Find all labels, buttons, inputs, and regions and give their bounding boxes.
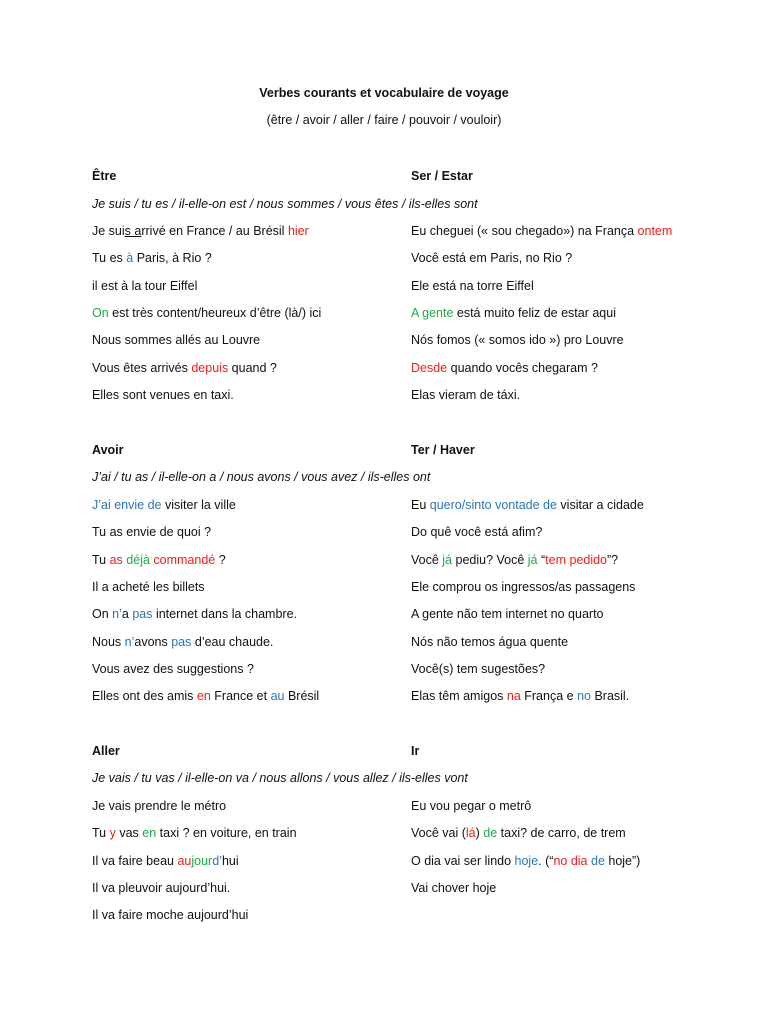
document-subtitle: (être / avoir / aller / faire / pouvoir / vouloir) [266,113,502,127]
portuguese-phrase [411,223,672,239]
text-segment: il est à la tour Eiffel [92,279,198,293]
text-segment: Vous avez des suggestions ? [92,662,254,676]
text-segment: a [121,607,133,621]
portuguese-phrase [411,278,534,294]
text-segment: Il va faire beau [92,854,178,868]
text-segment: hier [287,224,309,238]
french-phrase [92,497,236,513]
text-segment: visitar a cidade [556,498,644,512]
text-segment: lá [465,826,476,840]
french-phrase [92,552,226,568]
text-segment: quando vocês chegaram ? [447,361,598,375]
text-segment: Ir [411,744,420,758]
french-phrase [92,579,205,595]
french-phrase [92,278,197,294]
conjugation-line [92,196,478,212]
portuguese-phrase [411,579,635,595]
portuguese-phrase [411,497,644,513]
text-segment: Elas têm amigos [411,689,507,703]
section-heading [411,743,419,759]
portuguese-phrase [411,634,568,650]
french-phrase [92,524,211,540]
portuguese-phrase [411,360,598,376]
text-segment: Tu es [92,251,127,265]
text-segment: Aller [92,744,120,758]
text-segment: Vous êtes arrivés [92,361,192,375]
text-segment: d’eau chaude. [191,635,274,649]
portuguese-phrase [411,387,520,403]
text-segment: Você está em Paris, no Rio ? [411,251,573,265]
text-segment: Elas vieram de táxi. [411,388,521,402]
portuguese-phrase [411,305,616,321]
text-segment: jour [191,854,213,868]
conjugation-line [92,469,430,485]
portuguese-phrase [411,250,572,266]
text-segment: Tu as envie de quoi ? [92,525,212,539]
french-phrase [92,880,230,896]
text-segment: taxi? de carro, de trem [497,826,626,840]
text-segment: na [506,689,521,703]
text-segment: en [196,689,211,703]
section-heading [92,442,124,458]
text-segment: On [92,306,109,320]
portuguese-phrase [411,853,640,869]
text-segment: est très content/heureux d’être (là/) ici [108,306,322,320]
text-segment: Ele comprou os ingressos/as passagens [411,580,636,594]
text-segment: internet dans la chambre. [152,607,298,621]
text-segment: Je vais / tu vas / il-elle-on va / nous allons / vous allez / ils-elles vont [92,771,468,785]
text-segment: no dia [553,854,588,868]
section-heading [92,743,120,759]
french-phrase [92,332,260,348]
portuguese-phrase [411,798,531,814]
text-segment: “ [537,553,546,567]
text-segment: au [177,854,192,868]
french-phrase [92,223,309,239]
portuguese-phrase [411,606,604,622]
french-phrase [92,661,254,677]
text-segment: n’ [112,607,122,621]
text-segment: Être [92,169,117,183]
text-segment: Elles ont des amis [92,689,197,703]
text-segment: já [442,553,453,567]
text-segment: O dia vai ser lindo [411,854,515,868]
text-segment: de [483,826,498,840]
french-phrase [92,360,277,376]
text-segment: Il va faire moche aujourd’hui [92,908,249,922]
text-segment: pas [171,635,192,649]
text-segment: . (“ [538,854,554,868]
text-segment: Vai chover hoje [411,881,497,895]
text-segment: vas [115,826,143,840]
text-segment: déjà [126,553,150,567]
text-segment: d’ [212,854,222,868]
section-heading [411,168,473,184]
text-segment: Eu cheguei (« sou chegado») na França [411,224,638,238]
text-segment: taxi ? en voiture, en train [156,826,297,840]
text-segment: hoje [514,854,539,868]
text-segment: y [109,826,116,840]
portuguese-phrase [411,688,629,704]
text-segment: en [142,826,157,840]
text-segment: Tu [92,553,110,567]
text-segment: Do quê você está afim? [411,525,543,539]
text-segment: hoje”) [604,854,641,868]
text-segment: n’ [124,635,135,649]
text-segment: Desde [411,361,448,375]
text-segment: Nós não temos água quente [411,635,569,649]
french-phrase [92,305,321,321]
french-phrase [92,688,319,704]
text-segment: ) [475,826,484,840]
french-phrase [92,606,297,622]
text-segment: Eu [411,498,430,512]
text-segment: à [126,251,134,265]
text-segment: s a [124,224,142,238]
text-segment: depuis [191,361,229,375]
text-segment: Ele está na torre Eiffel [411,279,534,293]
text-segment: Brasil. [590,689,630,703]
text-segment: Você(s) tem sugestões? [411,662,546,676]
text-segment: au [270,689,285,703]
text-segment: as [109,553,123,567]
conjugation-line [92,770,468,786]
text-segment: Nous sommes allés au Louvre [92,333,261,347]
text-segment: avons [134,635,172,649]
text-segment: quero/sinto vontade de [429,498,557,512]
text-segment: ? [215,553,226,567]
french-phrase [92,907,248,923]
portuguese-phrase [411,524,542,540]
text-segment: Il a acheté les billets [92,580,205,594]
text-segment: visiter la ville [161,498,236,512]
text-segment: Nós fomos (« somos ido ») pro Louvre [411,333,624,347]
text-segment: On [92,607,113,621]
text-segment: de [591,854,605,868]
text-segment: já [527,553,538,567]
text-segment: commandé [153,553,216,567]
text-segment: Paris, à Rio ? [133,251,212,265]
text-segment: A gente não tem internet no quarto [411,607,604,621]
text-segment: Nous [92,635,125,649]
text-segment: rrivé en France / au Brésil [141,224,288,238]
text-segment: Je vais prendre le métro [92,799,227,813]
text-segment: Você vai ( [411,826,466,840]
document-title: Verbes courants et vocabulaire de voyage [259,86,509,100]
french-phrase [92,798,226,814]
portuguese-phrase [411,332,624,348]
french-phrase [92,853,239,869]
text-segment: tem pedido [545,553,608,567]
portuguese-phrase [411,825,626,841]
text-segment: Você [411,553,443,567]
text-segment: Ser / Estar [411,169,473,183]
text-segment: quand ? [228,361,277,375]
text-segment: Avoir [92,443,124,457]
text-segment: Je suis / tu es / il-elle-on est / nous sommes / vous êtes / ils-elles sont [92,197,478,211]
text-segment: pas [132,607,153,621]
text-segment: J’ai / tu as / il-elle-on a / nous avons / vous avez / ils-elles ont [92,470,431,484]
text-segment: Il va pleuvoir aujourd’hui. [92,881,231,895]
text-segment: ”? [607,553,619,567]
text-segment: no [577,689,591,703]
text-segment: Ter / Haver [411,443,475,457]
text-segment: hui [221,854,239,868]
portuguese-phrase [411,552,618,568]
text-segment: ontem [637,224,673,238]
text-segment: Elles sont venues en taxi. [92,388,234,402]
portuguese-phrase [411,880,496,896]
text-segment: está muito feliz de estar aqui [453,306,616,320]
text-segment: J’ai envie de [92,498,162,512]
text-segment: Je sui [92,224,125,238]
section-heading [411,442,475,458]
section-heading [92,168,116,184]
french-phrase [92,250,212,266]
text-segment: França e [520,689,578,703]
text-segment: pediu? Você [452,553,528,567]
text-segment: A gente [411,306,454,320]
french-phrase [92,387,234,403]
portuguese-phrase [411,661,545,677]
french-phrase [92,634,273,650]
text-segment: Tu [92,826,110,840]
text-segment: Eu vou pegar o metrô [411,799,532,813]
french-phrase [92,825,297,841]
text-segment: Brésil [284,689,320,703]
text-segment: France et [210,689,271,703]
